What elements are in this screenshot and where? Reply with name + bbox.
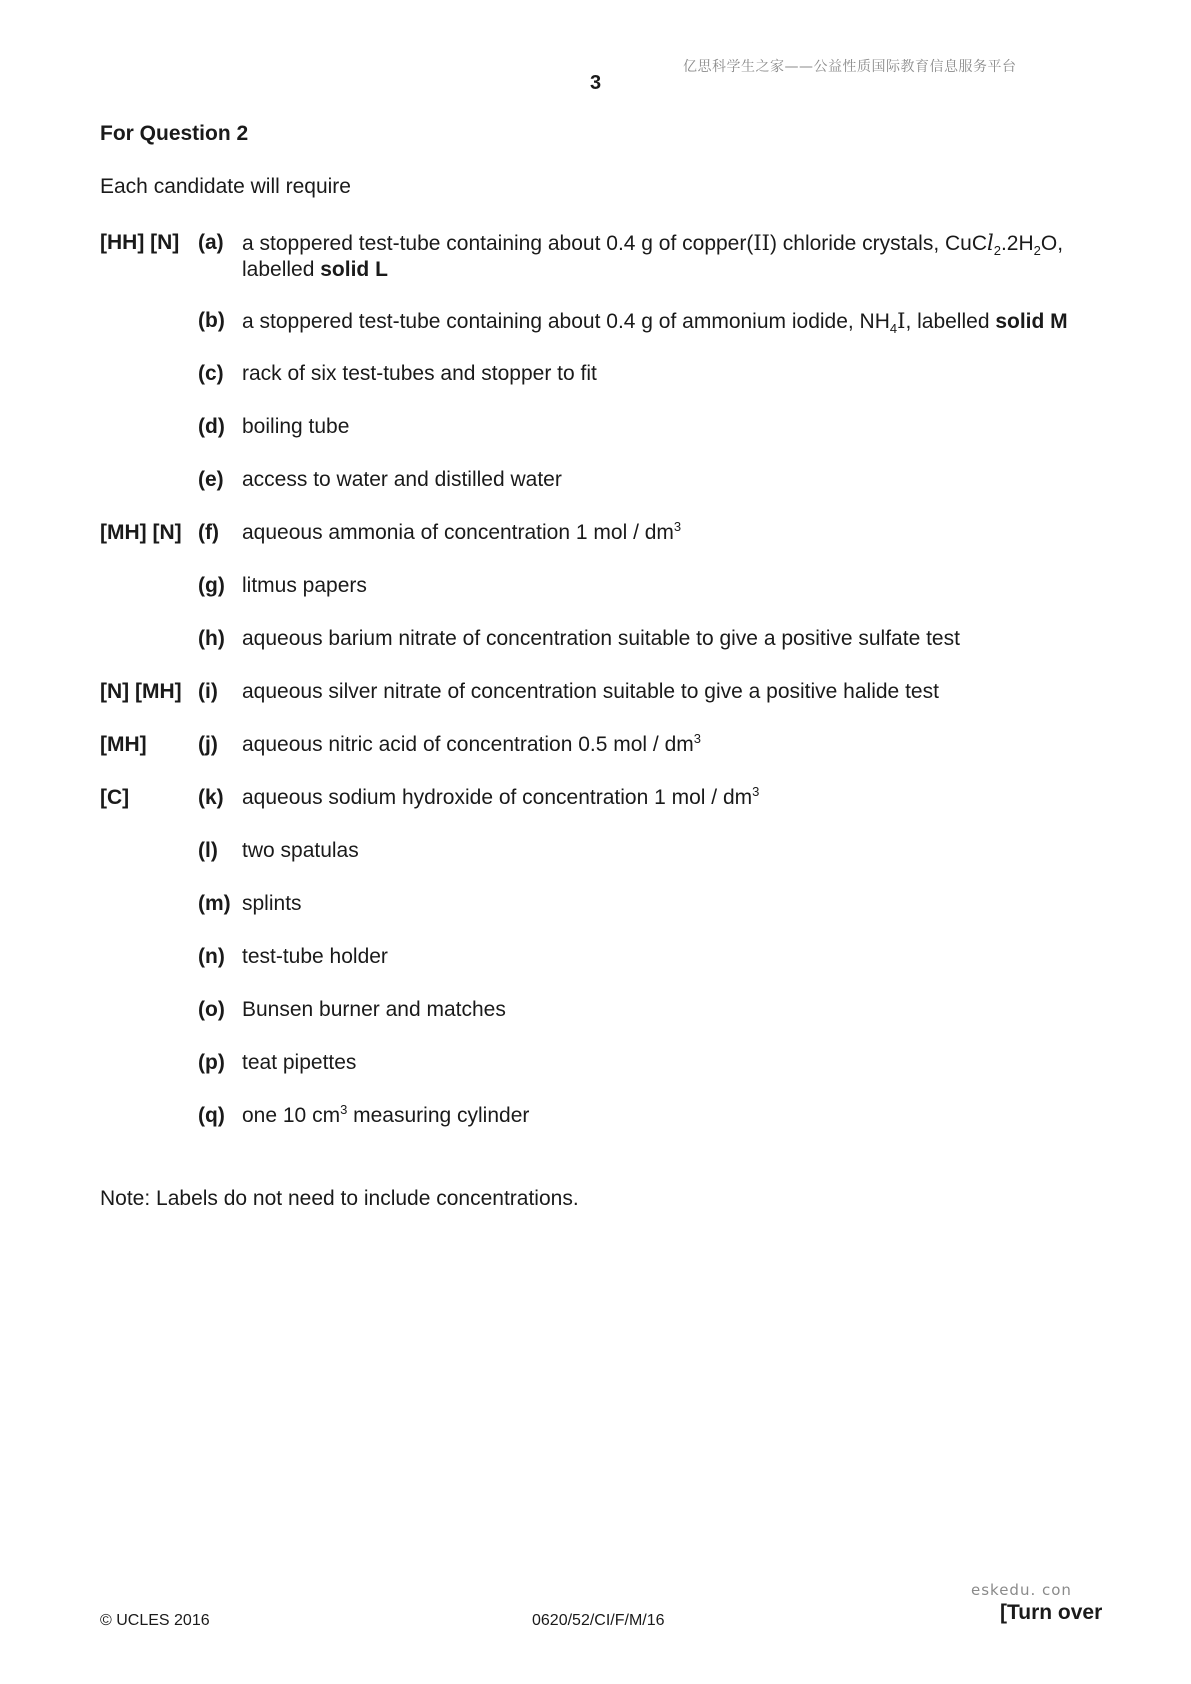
item-code: [C]	[100, 786, 130, 809]
item-letter: (c)	[198, 362, 224, 385]
item-letter: (i)	[198, 680, 218, 703]
item-text: one 10 $cm^3$ measuring cylinder	[242, 1102, 530, 1127]
item-letter: (h)	[198, 627, 225, 650]
item-text: access to water and distilled water	[242, 468, 562, 491]
item-letter: (n)	[198, 945, 225, 968]
note-text: Note: Labels do not need to include concentrations.	[100, 1187, 579, 1210]
item-letter: (m)	[198, 892, 231, 915]
item-code: [HH] [N]	[100, 231, 180, 254]
item-text: two spatulas	[242, 839, 359, 862]
item-letter: (b)	[198, 309, 225, 332]
item-letter: (k)	[198, 786, 224, 809]
item-text: Bunsen burner and matches	[242, 998, 506, 1021]
page-number: 3	[589, 72, 602, 94]
item-letter: (f)	[198, 521, 219, 544]
item-letter: (g)	[198, 574, 225, 597]
item-text: aqueous barium nitrate of concentration suitable to give a positive sulfate test	[242, 627, 960, 650]
site-watermark: eskedu. con	[971, 1581, 1072, 1599]
item-letter: (e)	[198, 468, 224, 491]
item-text: aqueous ammonia of concentration 1 mol / $dm^3$	[242, 519, 682, 544]
item-text: aqueous sodium hydroxide of concentration 1 mol / $dm^3$	[242, 784, 760, 809]
item-letter: (l)	[198, 839, 218, 862]
paper-code: 0620/52/CI/F/M/16	[532, 1612, 665, 1629]
intro-text: Each candidate will require	[100, 175, 351, 198]
item-text: aqueous silver nitrate of concentration suitable to give a positive halide test	[242, 680, 939, 703]
item-letter: (q)	[198, 1104, 225, 1127]
item-code: [MH]	[100, 733, 147, 756]
item-text: a stoppered test-tube containing about 0.4 g of copper(II) chloride crystals, $CuCl_2.2H_2O$, labelled solid L	[242, 231, 1064, 281]
item-code: [N] [MH]	[100, 680, 182, 703]
question-heading: For Question 2	[100, 122, 249, 145]
item-letter: (d)	[198, 415, 225, 438]
item-text: a stoppered test-tube containing about 0.4 g of ammonium iodide, $NH_4I$, labelled solid M	[242, 309, 1068, 337]
item-code: [MH] [N]	[100, 521, 182, 544]
item-letter: (a)	[198, 231, 224, 254]
item-text: boiling tube	[242, 415, 350, 438]
item-text: splints	[242, 892, 302, 915]
item-text: teat pipettes	[242, 1051, 357, 1074]
item-letter: (o)	[198, 998, 225, 1021]
item-text: litmus papers	[242, 574, 367, 597]
item-letter: (j)	[198, 733, 218, 756]
item-letter: (p)	[198, 1051, 225, 1074]
copyright: © UCLES 2016	[100, 1612, 210, 1629]
item-text: test-tube holder	[242, 945, 388, 968]
turn-over: [Turn over	[1000, 1601, 1103, 1624]
watermark: 亿思科学生之家——公益性质国际教育信息服务平台	[683, 59, 1017, 75]
item-text: rack of six test-tubes and stopper to fit	[242, 362, 597, 385]
item-text: aqueous nitric acid of concentration 0.5 mol / $dm^3$	[242, 731, 701, 756]
